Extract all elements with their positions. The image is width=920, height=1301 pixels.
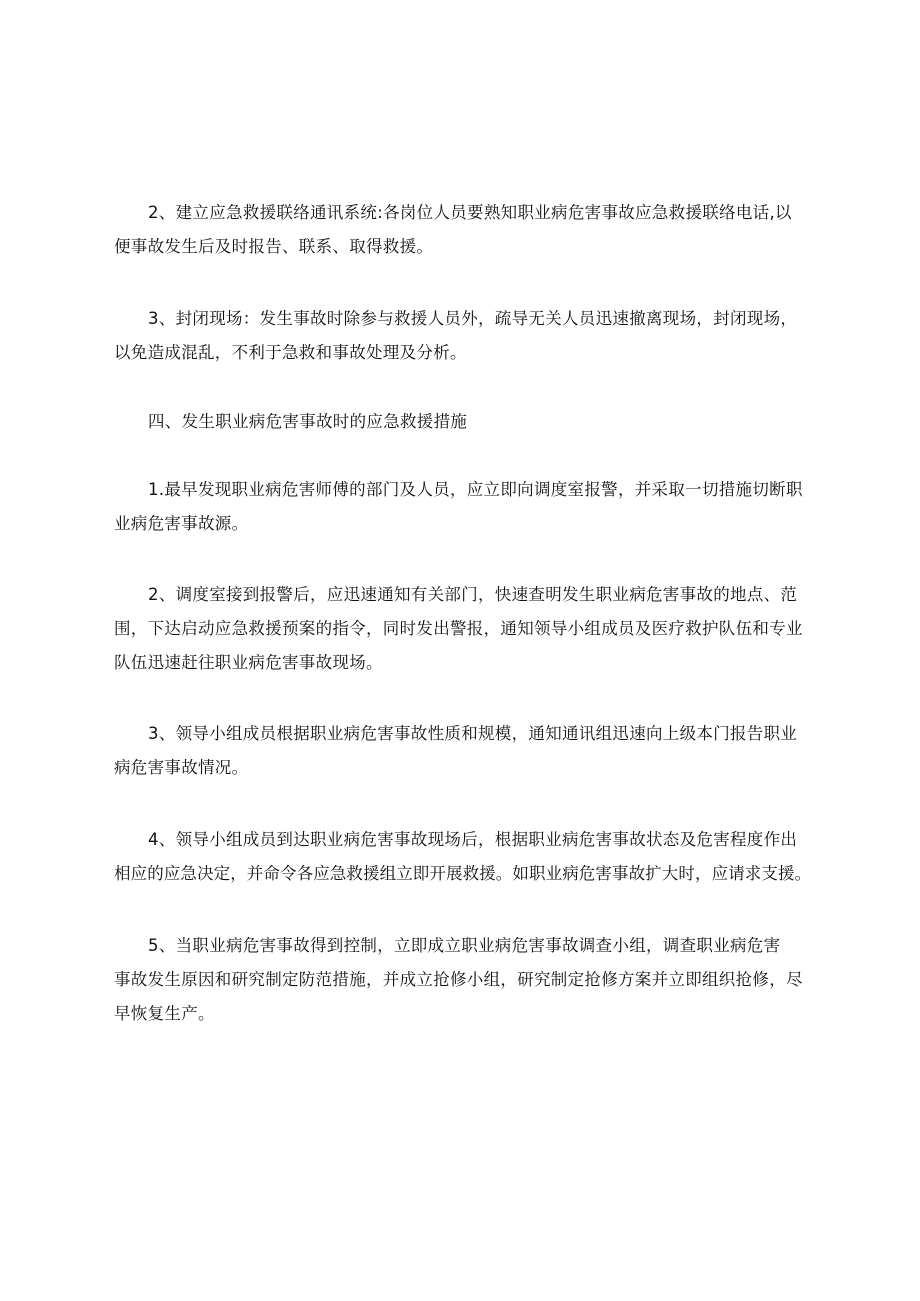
section-heading xyxy=(114,405,814,439)
text-line: 5、当职业病危害事故得到控制，立即成立职业病危害事故调查小组，调查职业病危害 xyxy=(148,936,781,955)
text-line: 以免造成混乱，不利于急救和事故处理及分析。 xyxy=(114,343,467,362)
paragraph-dispatch-room xyxy=(114,578,814,680)
paragraph-close-site xyxy=(114,302,814,370)
text-line: 病危害事故情况。 xyxy=(114,758,249,777)
paragraph-leadership-on-site xyxy=(114,823,814,891)
text-line: 早恢复生产。 xyxy=(114,1004,215,1023)
text-line: 业病危害事故源。 xyxy=(114,514,249,533)
text-line: 4、领导小组成员到达职业病危害事故现场后，根据职业病危害事故状态及危害程度作出 xyxy=(148,830,798,849)
text-line: 2、调度室接到报警后，应迅速通知有关部门，快速查明发生职业病危害事故的地点、范 xyxy=(148,585,798,604)
text-line: 事故发生原因和研究制定防范措施，并成立抢修小组，研究制定抢修方案并立即组织抢修，尽 xyxy=(114,970,803,989)
paragraph-leadership-report xyxy=(114,717,814,785)
paragraph-investigation xyxy=(114,929,814,1031)
text-line: 队伍迅速赶往职业病危害事故现场。 xyxy=(114,653,383,672)
text-line: 3、领导小组成员根据职业病危害事故性质和规模，通知通讯组迅速向上级本门报告职业 xyxy=(148,724,798,743)
text-line: 相应的应急决定，并命令各应急救援组立即开展救援。如职业病危害事故扩大时，应请求支援。 xyxy=(114,864,812,883)
text-line: 2、建立应急救援联络通讯系统:各岗位人员要熟知职业病危害事故应急救援联络电话,以 xyxy=(148,203,792,222)
text-line: 3、封闭现场：发生事故时除参与救援人员外，疏导无关人员迅速撤离现场，封闭现场， xyxy=(148,309,798,328)
paragraph-first-discovery xyxy=(114,473,814,541)
heading-line: 四、发生职业病危害事故时的应急救援措施 xyxy=(148,412,468,431)
text-line: 围，下达启动应急救援预案的指令，同时发出警报，通知领导小组成员及医疗救护队伍和专业 xyxy=(114,619,803,638)
paragraph-communication-system xyxy=(114,196,814,264)
text-line: 1.最早发现职业病危害师傅的部门及人员，应立即向调度室报警，并采取一切措施切断职 xyxy=(148,480,803,499)
text-line: 便事故发生后及时报告、联系、取得救援。 xyxy=(114,237,434,256)
